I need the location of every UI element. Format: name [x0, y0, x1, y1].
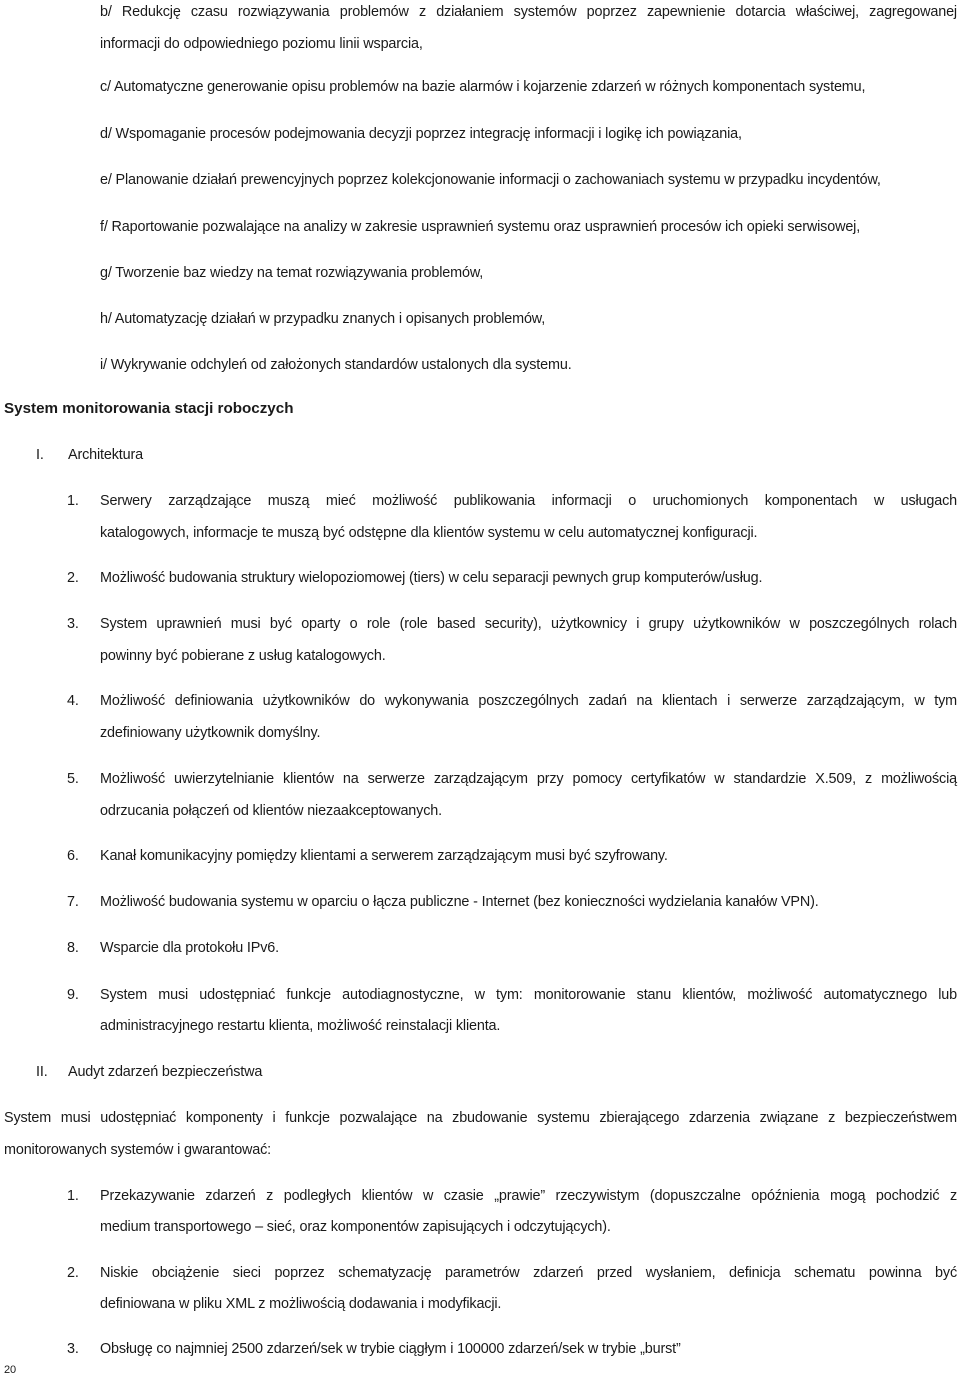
subsection-title: Audyt zdarzeń bezpieczeństwa [68, 1064, 263, 1080]
intro-item-f: f/ Raportowanie pozwalające na analizy w zakresie usprawnień systemu oraz usprawnień procesów ich opieki serwisowej, [100, 219, 861, 235]
list-item-text: Serwery zarządzające muszą mieć możliwość publikowania informacji o uruchomionych komponentach w usługach [100, 493, 957, 509]
list-item-text: powinny być pobierane z usług katalogowych. [100, 648, 386, 664]
list-item-text: Możliwość budowania struktury wielopoziomowej (tiers) w celu separacji pewnych grup komputerów/usług. [100, 570, 763, 586]
list-item-text: zdefiniowany użytkownik domyślny. [100, 725, 321, 741]
list-item-number: 5. [67, 771, 79, 787]
audit-intro-line1: System musi udostępniać komponenty i funkcje pozwalające na zbudowanie systemu zbierającego zdarzenia związane z bezpieczeństwem [4, 1110, 957, 1126]
intro-item-b-line2: informacji do odpowiedniego poziomu linii wsparcia, [100, 36, 423, 52]
list-item-number: 9. [67, 987, 79, 1003]
intro-item-h: h/ Automatyzację działań w przypadku znanych i opisanych problemów, [100, 311, 546, 327]
intro-item-i: i/ Wykrywanie odchyleń od założonych standardów ustalonych dla systemu. [100, 357, 572, 373]
subsection-numeral: II. [36, 1064, 48, 1080]
list-item-number: 6. [67, 848, 79, 864]
subsection-title: Architektura [68, 447, 143, 463]
audit-intro-line2: monitorowanych systemów i gwarantować: [4, 1142, 272, 1158]
list-item-number: 4. [67, 693, 79, 709]
list-item-number: 2. [67, 570, 79, 586]
subsection-numeral: I. [36, 447, 44, 463]
list-item-text: administracyjnego restartu klienta, możliwość reinstalacji klienta. [100, 1018, 501, 1034]
list-item-text: Możliwość uwierzytelnianie klientów na serwerze zarządzającym przy pomocy certyfikatów w standardzie X.509, z możliwością [100, 771, 957, 787]
intro-item-e: e/ Planowanie działań prewencyjnych poprzez kolekcjonowanie informacji o zachowaniach systemu w przypadku incydentów, [100, 172, 881, 188]
list-item-text: Obsługę co najmniej 2500 zdarzeń/sek w trybie ciągłym i 100000 zdarzeń/sek w trybie „burst” [100, 1341, 681, 1357]
list-item-text: Niskie obciążenie sieci poprzez schematyzację parametrów zdarzeń przed wysłaniem, definicja schematu powinna być [100, 1265, 957, 1281]
list-item-text: Wsparcie dla protokołu IPv6. [100, 940, 279, 956]
list-item-text: katalogowych, informacje te muszą być odstępne dla klientów systemu w celu automatycznej konfiguracji. [100, 525, 758, 541]
intro-item-g: g/ Tworzenie baz wiedzy na temat rozwiązywania problemów, [100, 265, 484, 281]
list-item-text: Możliwość budowania systemu w oparciu o łącza publiczne - Internet (bez konieczności wydzielania kanałów VPN). [100, 894, 819, 910]
list-item-number: 1. [67, 1188, 79, 1204]
list-item-text: Kanał komunikacyjny pomiędzy klientami a serwerem zarządzającym musi być szyfrowany. [100, 848, 668, 864]
list-item-text: odrzucania połączeń od klientów niezaakceptowanych. [100, 803, 442, 819]
list-item-number: 8. [67, 940, 79, 956]
page-number: 20 [4, 1364, 16, 1376]
intro-item-c: c/ Automatyczne generowanie opisu problemów na bazie alarmów i kojarzenie zdarzeń w różnych komponentach systemu, [100, 79, 866, 95]
list-item-number: 7. [67, 894, 79, 910]
list-item-number: 1. [67, 493, 79, 509]
list-item-text: Przekazywanie zdarzeń z podległych klientów w czasie „prawie” rzeczywistym (dopuszczalne opóźnienia mogą pochodzić z [100, 1188, 957, 1204]
intro-item-d: d/ Wspomaganie procesów podejmowania decyzji poprzez integrację informacji i logikę ich powiązania, [100, 126, 742, 142]
list-item-text: System musi udostępniać funkcje autodiagnostyczne, w tym: monitorowanie stanu klientów, możliwość automatycznego lub [100, 987, 957, 1003]
intro-item-b-line1: b/ Redukcję czasu rozwiązywania problemów z działaniem systemów poprzez zapewnienie dotarcia właściwej, zagregowanej [100, 4, 957, 20]
list-item-text: System uprawnień musi być oparty o role (role based security), użytkownicy i grupy użytkowników w poszczególnych rolach [100, 616, 957, 632]
list-item-number: 3. [67, 1341, 79, 1357]
list-item-number: 3. [67, 616, 79, 632]
section-title: System monitorowania stacji roboczych [4, 400, 294, 417]
list-item-text: Możliwość definiowania użytkowników do wykonywania poszczególnych zadań na klientach i serwerze zarządzającym, w tym [100, 693, 957, 709]
list-item-text: medium transportowego – sieć, oraz komponentów zapisujących i odczytujących). [100, 1219, 611, 1235]
list-item-number: 2. [67, 1265, 79, 1281]
list-item-text: definiowana w pliku XML z możliwością dodawania i modyfikacji. [100, 1296, 502, 1312]
